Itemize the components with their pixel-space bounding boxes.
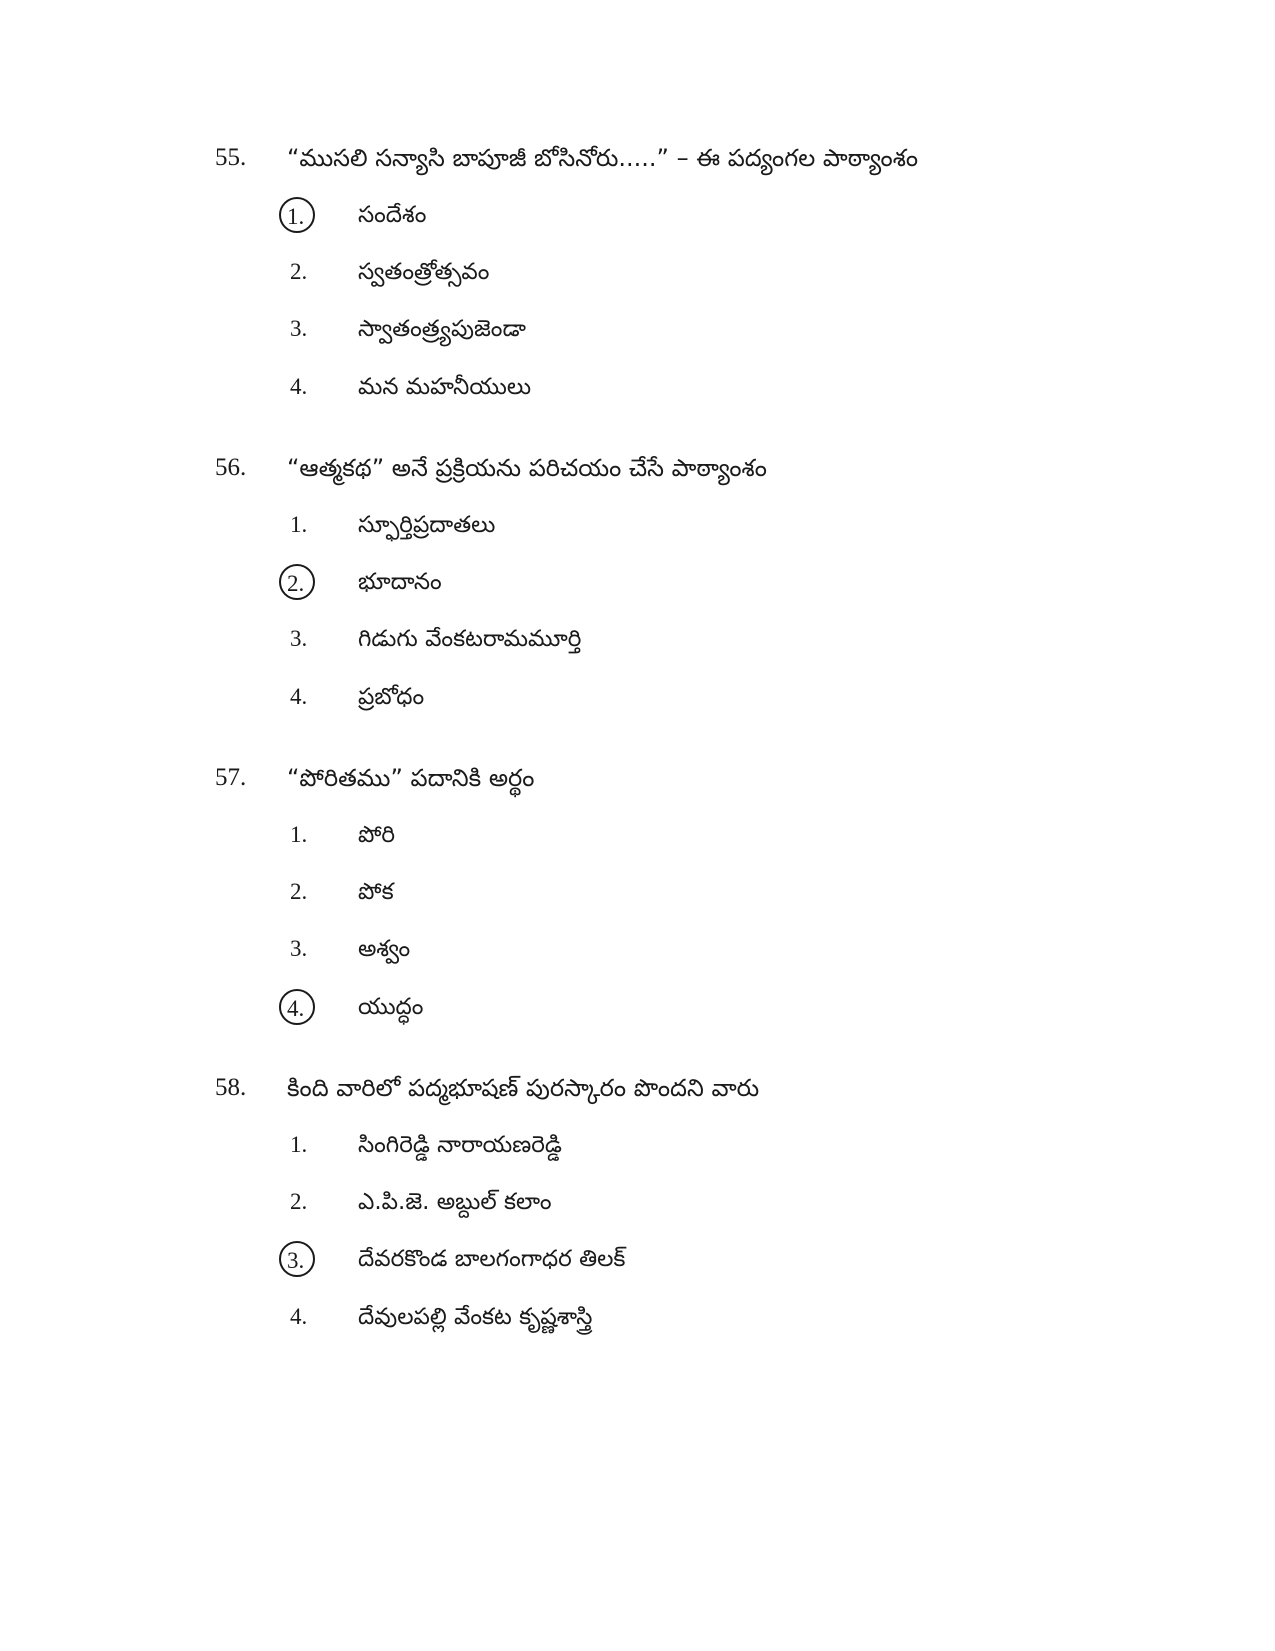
option-number: 3. — [290, 626, 308, 651]
option-text: సందేశం — [358, 202, 427, 228]
question-number: 56. — [215, 454, 247, 481]
option-1 — [0, 505, 1275, 545]
option-3 — [0, 619, 1275, 659]
option-text: స్వతంత్రోత్సవం — [358, 259, 490, 285]
option-number-circled: 4. — [279, 989, 315, 1025]
option-number-circled: 1. — [279, 197, 315, 233]
option-text: యుద్ధం — [358, 994, 424, 1020]
option-number: 2. — [290, 1189, 308, 1214]
option-2 — [0, 562, 1275, 602]
option-text: స్వాతంత్ర్యపుజెండా — [358, 316, 526, 342]
option-4 — [0, 367, 1275, 407]
option-text: భూదానం — [358, 569, 442, 595]
option-text: దేవరకొండ బాలగంగాధర తిలక్ — [358, 1246, 626, 1272]
question-number: 58. — [215, 1074, 247, 1101]
option-number-circled: 3. — [279, 1241, 315, 1277]
option-text: ప్రబోధం — [358, 684, 425, 710]
option-number: 1. — [290, 512, 308, 537]
option-number: 4. — [290, 374, 308, 399]
option-number: 2. — [290, 879, 308, 904]
option-text: దేవులపల్లి వేంకట కృష్ణశాస్త్రి — [358, 1304, 593, 1330]
option-number-circled: 2. — [279, 564, 315, 600]
option-number: 1. — [290, 822, 308, 847]
option-text: సింగిరెడ్డి నారాయణరెడ్డి — [358, 1132, 562, 1158]
option-2 — [0, 872, 1275, 912]
option-number: 2. — [290, 259, 308, 284]
option-1 — [0, 1125, 1275, 1165]
option-2 — [0, 1182, 1275, 1222]
option-2 — [0, 252, 1275, 292]
question-number: 57. — [215, 764, 247, 791]
option-text: మన మహనీయులు — [358, 374, 532, 400]
option-4 — [0, 677, 1275, 717]
option-1 — [0, 815, 1275, 855]
option-1 — [0, 195, 1275, 235]
option-number: 3. — [290, 936, 308, 961]
option-text: పోక — [358, 879, 394, 905]
option-3 — [0, 929, 1275, 969]
option-3 — [0, 309, 1275, 349]
option-text: ఎ.పి.జె. అబ్దుల్ కలాం — [358, 1189, 552, 1215]
option-number: 3. — [290, 316, 308, 341]
option-text: స్ఫూర్తిప్రదాతలు — [358, 512, 496, 538]
option-text: గిడుగు వేంకటరామమూర్తి — [358, 626, 582, 652]
option-text: అశ్వం — [358, 936, 411, 962]
question-number: 55. — [215, 144, 247, 171]
question-text: “పోరితము” పదానికి అర్థం — [287, 764, 535, 792]
option-number: 4. — [290, 1304, 308, 1329]
option-number: 1. — [290, 1132, 308, 1157]
option-text: పోరి — [358, 822, 396, 848]
option-3 — [0, 1239, 1275, 1279]
question-text: “ఆత్మకథ” అనే ప్రక్రియను పరిచయం చేసే పాఠ్యాంశం — [287, 454, 767, 482]
question-text: కింది వారిలో పద్మభూషణ్ పురస్కారం పొందని వారు — [287, 1074, 760, 1102]
option-4 — [0, 987, 1275, 1027]
question-text: “ముసలి సన్యాసి బాపూజీ బోసినోరు.....” – ఈ పద్యంగల పాఠ్యాంశం — [287, 144, 919, 172]
option-number: 4. — [290, 684, 308, 709]
option-4 — [0, 1297, 1275, 1337]
